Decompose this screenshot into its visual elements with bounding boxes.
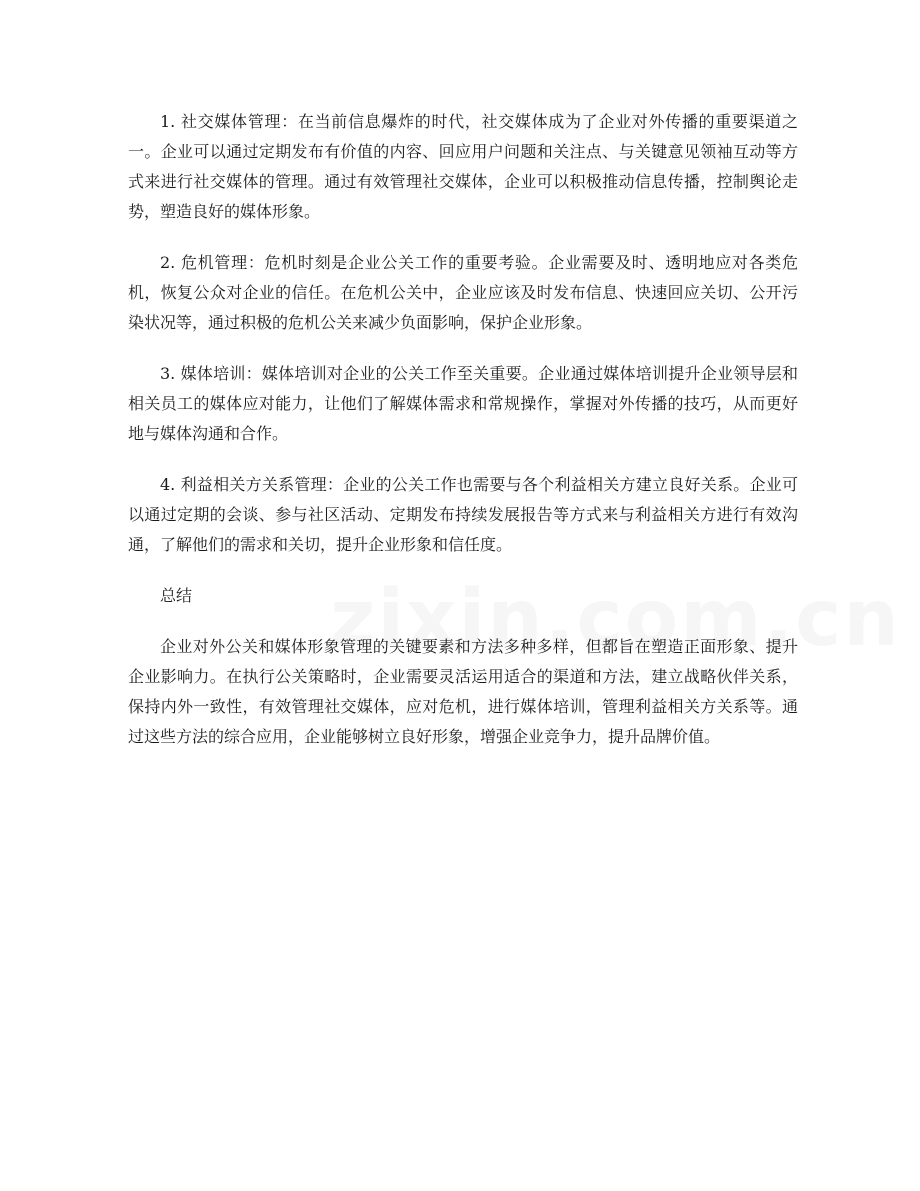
paragraph-stakeholder-relations: 4. 利益相关方关系管理：企业的公关工作也需要与各个利益相关方建立良好关系。企业可以通过定期的会谈、参与社区活动、定期发布持续发展报告等方式来与利益相关方进行有效沟通，了解他们的需求和关切，提升企业形象和信任度。 <box>128 475 798 554</box>
summary-heading: 总结 <box>160 586 193 605</box>
summary-paragraph: 企业对外公关和媒体形象管理的关键要素和方法多种多样，但都旨在塑造正面形象、提升企业影响力。在执行公关策略时，企业需要灵活运用适合的渠道和方法，建立战略伙伴关系，保持内外一致性，有效管理社交媒体，应对危机，进行媒体培训，管理利益相关方关系等。通过这些方法的综合应用，企业能够树立良好形象，增强企业竞争力，提升品牌价值。 <box>128 637 798 746</box>
paragraph-media-training: 3. 媒体培训：媒体培训对企业的公关工作至关重要。企业通过媒体培训提升企业领导层和相关员工的媒体应对能力，让他们了解媒体需求和常规操作，掌握对外传播的技巧，从而更好地与媒体沟通和合作。 <box>128 364 798 443</box>
document-body <box>128 107 798 752</box>
paragraph-crisis-management: 2. 危机管理：危机时刻是企业公关工作的重要考验。企业需要及时、透明地应对各类危机，恢复公众对企业的信任。在危机公关中，企业应该及时发布信息、快速回应关切、公开污染状况等，通过积极的危机公关来减少负面影响，保护企业形象。 <box>128 253 798 332</box>
paragraph-social-media: 1. 社交媒体管理：在当前信息爆炸的时代，社交媒体成为了企业对外传播的重要渠道之一。企业可以通过定期发布有价值的内容、回应用户问题和关注点、与关键意见领袖互动等方式来进行社交媒体的管理。通过有效管理社交媒体，企业可以积极推动信息传播，控制舆论走势，塑造良好的媒体形象。 <box>128 112 798 221</box>
